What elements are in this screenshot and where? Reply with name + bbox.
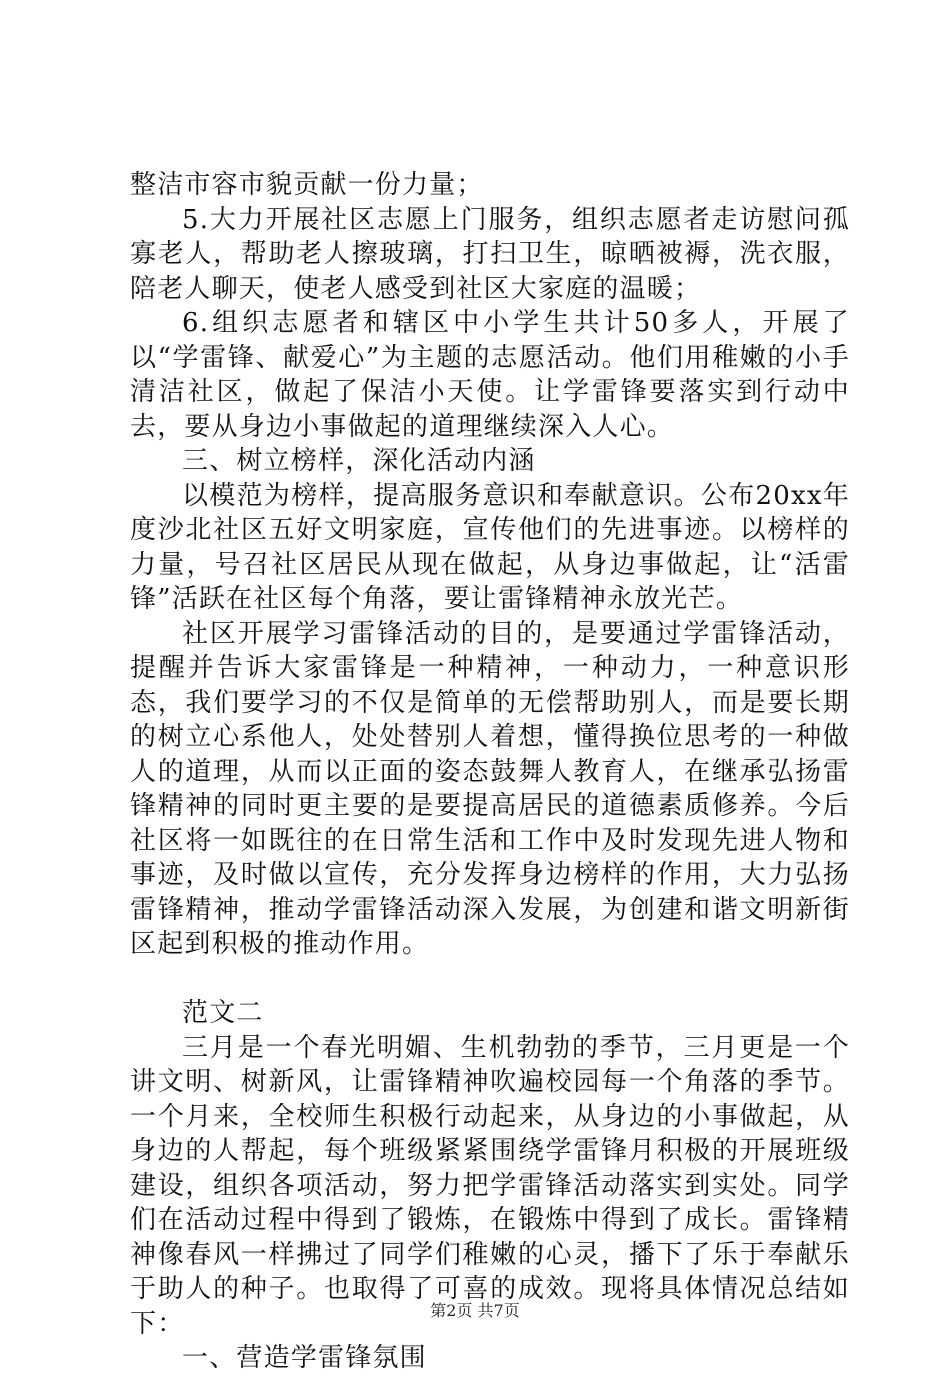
page-number-footer: 第2页 共7页 [430,1301,520,1320]
paragraph-intro: 三月是一个春光明媚、生机勃勃的季节，三月更是一个讲文明、树新风，让雷锋精神吹遍校园每一个角落的季节。一个月来，全校师生积极行动起来，从身边的小事做起，从身边的人帮起，每个班级紧紧围绕学雷锋月积极的开展班级建设，组织各项活动，努力把学雷锋活动落实到实处。同学们在活动过程中得到了锻炼，在锻炼中得到了成长。雷锋精神像春风一样拂过了同学们稚嫩的心灵，播下了乐于奉献乐于助人的种子。也取得了可喜的成效。现将具体情况总结如下： [130,1032,850,1339]
paragraph-item-5: 5.大力开展社区志愿上门服务，组织志愿者走访慰问孤寡老人，帮助老人擦玻璃，打扫卫生，晾晒被褥，洗衣服，陪老人聊天，使老人感受到社区大家庭的温暖； [130,204,850,304]
paragraph-role-models: 以模范为榜样，提高服务意识和奉献意识。公布20xx年度沙北社区五好文明家庭，宣传他们的先进事迹。以榜样的力量，号召社区居民从现在做起，从身边事做起，让“活雷锋”活跃在社区每个角落，要让雷锋精神永放光芒。 [130,480,850,614]
document-body [130,168,850,1376]
paragraph-continuation: 整洁市容市貌贡献一份力量； [130,170,484,200]
paragraph-gap [130,962,850,997]
section-heading-3: 三、树立榜样，深化活动内涵 [182,446,536,476]
paragraph-item-6: 6.组织志愿者和辖区中小学生共计50多人，开展了以“学雷锋、献爱心”为主题的志愿活动。他们用稚嫩的小手清洁社区，做起了保洁小天使。让学雷锋要落实到行动中去，要从身边小事做起的道理继续深入人心。 [130,308,850,442]
paragraph-summary: 社区开展学习雷锋活动的目的，是要通过学雷锋活动，提醒并告诉大家雷锋是一种精神，一种动力，一种意识形态，我们要学习的不仅是简单的无偿帮助别人，而是要长期的树立心系他人，处处替别人着想，懂得换位思考的一种做人的道理，从而以正面的姿态鼓舞人教育人，在继承弘扬雷锋精神的同时更主要的是要提高居民的道德素质修养。今后社区将一如既往的在日常生活和工作中及时发现先进人物和事迹，及时做以宣传，充分发挥身边榜样的作用，大力弘扬雷锋精神，推动学雷锋活动深入发展，为创建和谐文明新街区起到积极的推动作用。 [130,618,850,959]
sample-essay-title: 范文二 [182,998,264,1028]
section-heading-1: 一、营造学雷锋氛围 [182,1343,427,1373]
